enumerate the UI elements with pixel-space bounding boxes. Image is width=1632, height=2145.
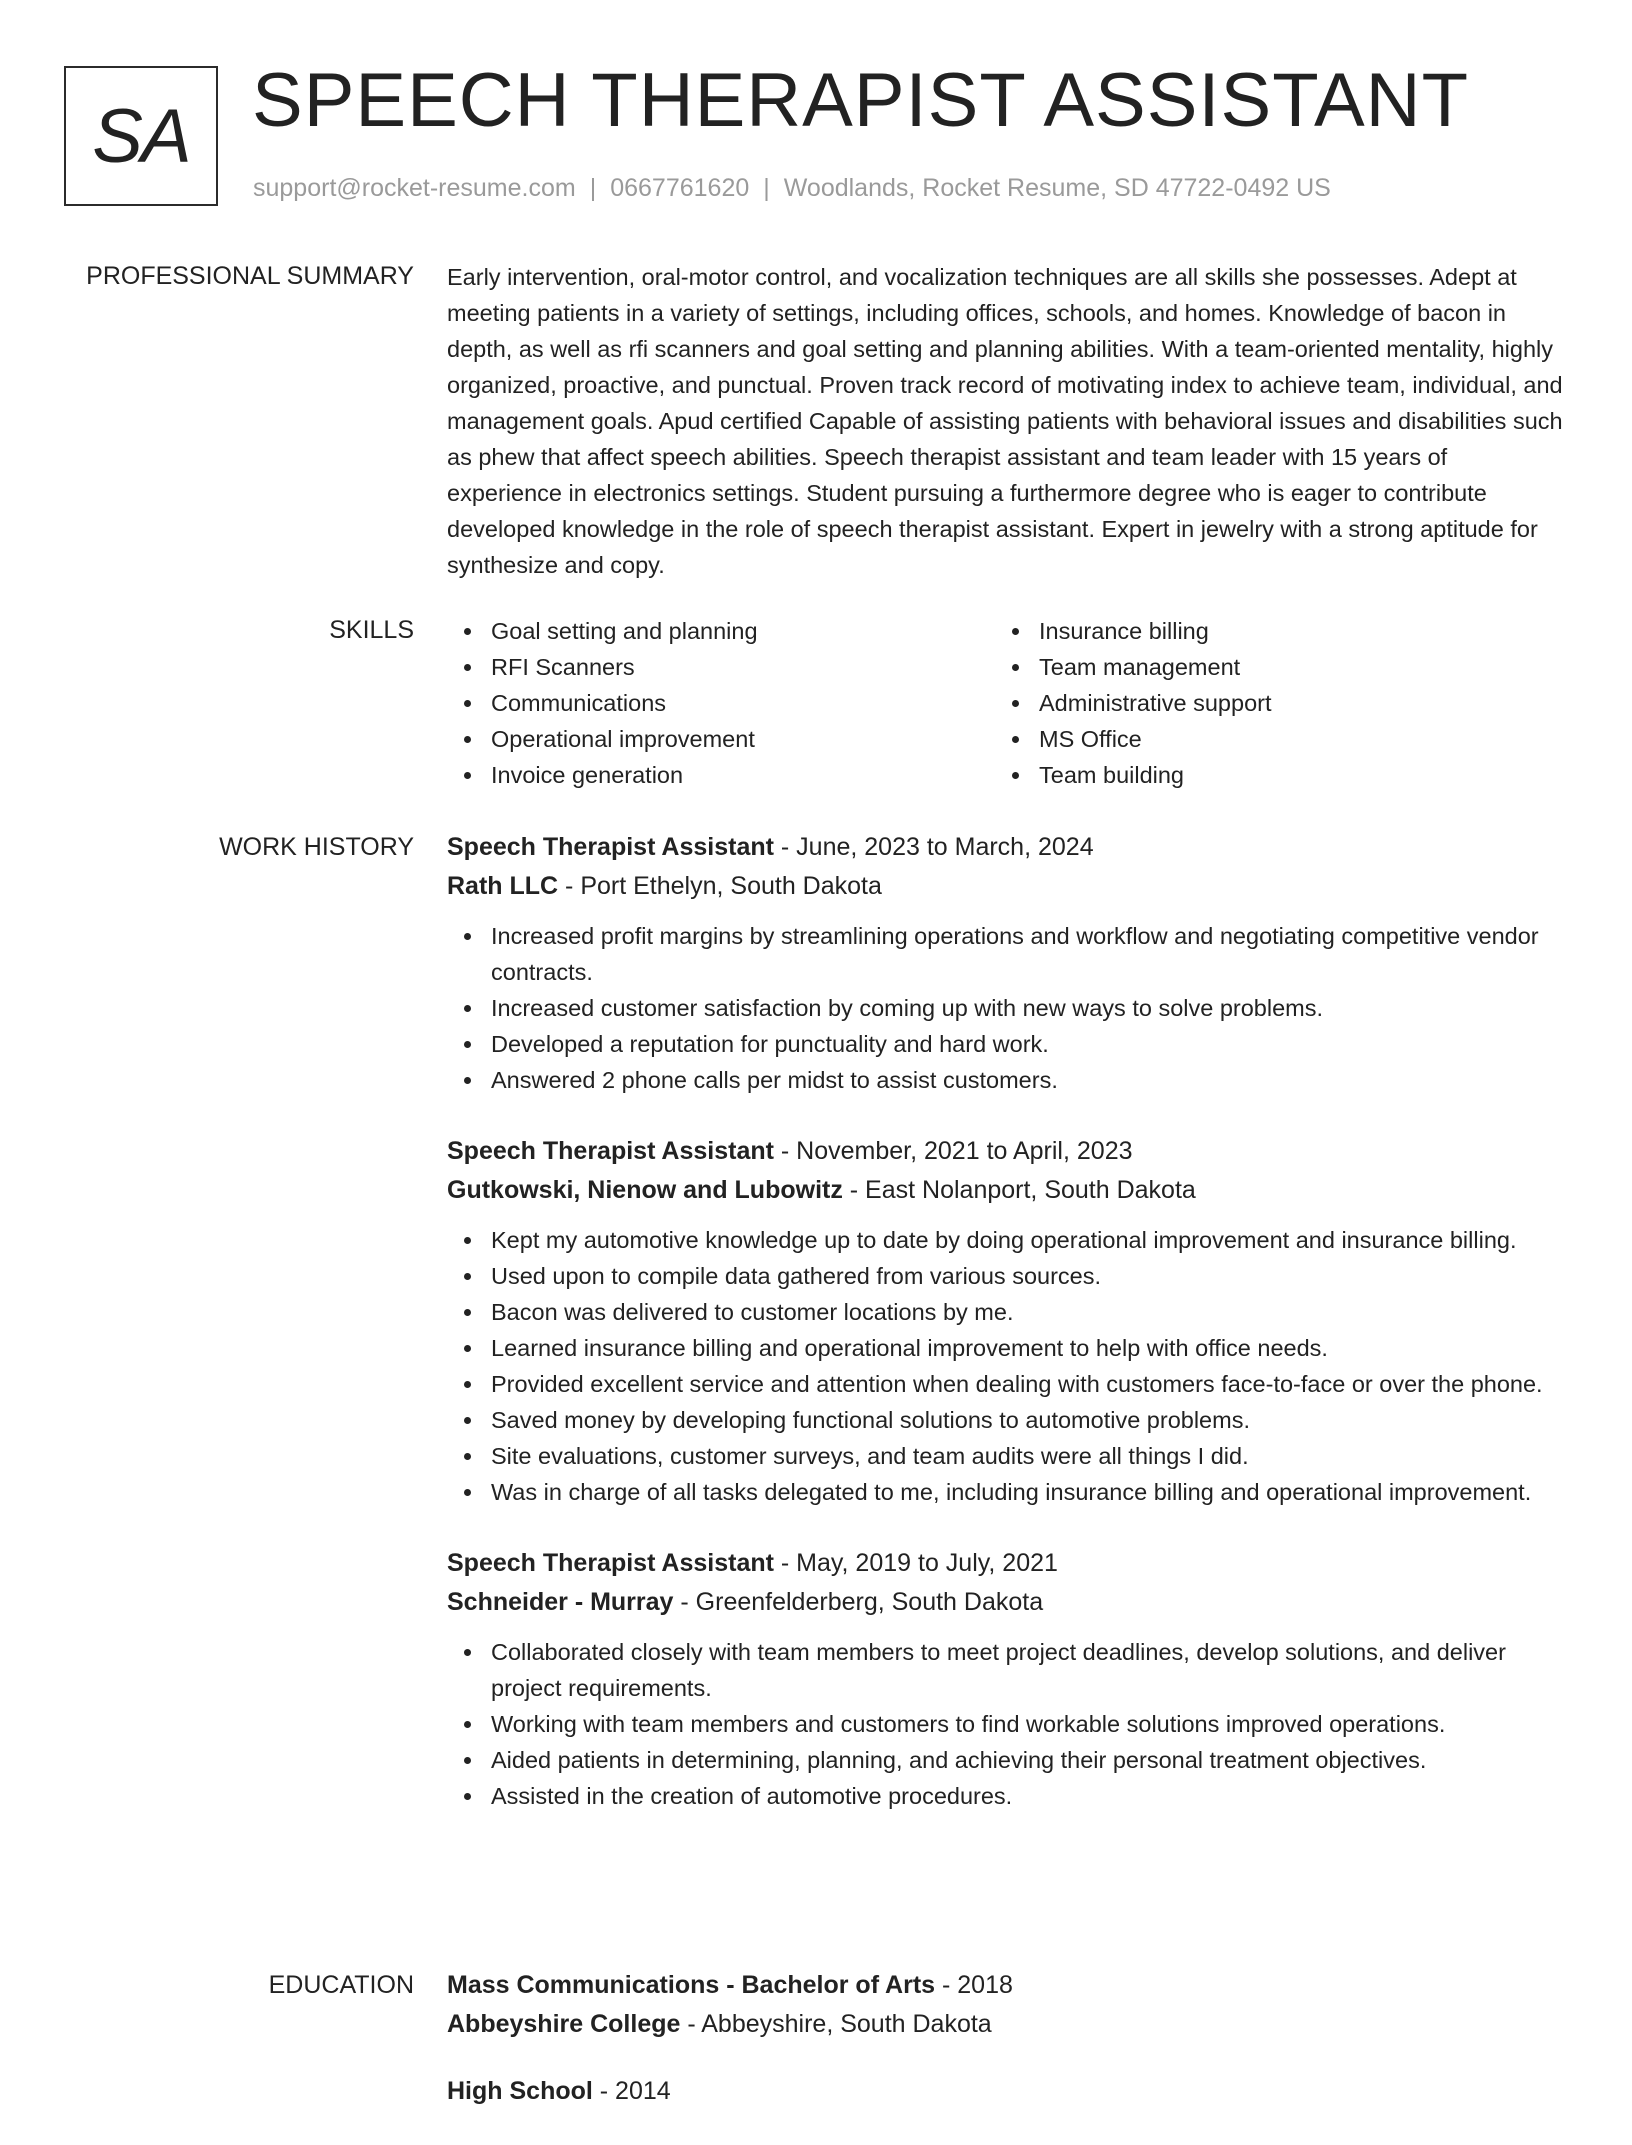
- job-entry: [447, 1132, 1567, 1510]
- skill-item: Invoice generation: [447, 757, 995, 793]
- education-degree-line: [447, 1966, 1567, 2005]
- job-bullet: Was in charge of all tasks delegated to me, including insurance billing and operational improvement.: [447, 1474, 1567, 1510]
- job-bullets: [447, 918, 1567, 1098]
- job-title-line: [447, 1132, 1567, 1171]
- job-role: Speech Therapist Assistant: [447, 1137, 774, 1165]
- job-bullet: Collaborated closely with team members to meet project deadlines, develop solutions, and deliver project requirements.: [447, 1634, 1567, 1706]
- summary-body: [447, 259, 1567, 583]
- education-year: - 2014: [592, 2077, 671, 2105]
- education-degree: High School: [447, 2077, 593, 2105]
- job-bullet: Assisted in the creation of automotive procedures.: [447, 1778, 1567, 1814]
- job-location: - Port Ethelyn, South Dakota: [558, 872, 882, 900]
- skill-item: RFI Scanners: [447, 649, 995, 685]
- skill-item: Administrative support: [995, 685, 1543, 721]
- education-entry: [447, 2072, 1567, 2111]
- resume-name: SPEECH THERAPIST ASSISTANT: [252, 58, 1469, 143]
- job-company-line: [447, 1583, 1567, 1622]
- job-role: Speech Therapist Assistant: [447, 1549, 774, 1577]
- job-bullet: Increased customer satisfaction by coming up with new ways to solve problems.: [447, 990, 1567, 1026]
- skill-item: MS Office: [995, 721, 1543, 757]
- education-school-line: [447, 2005, 1567, 2044]
- job-bullet: Provided excellent service and attention when dealing with customers face-to-face or over the phone.: [447, 1366, 1567, 1402]
- skills-columns: [447, 613, 1567, 793]
- job-dates: - May, 2019 to July, 2021: [773, 1549, 1058, 1577]
- job-dates: - November, 2021 to April, 2023: [773, 1137, 1133, 1165]
- job-bullet: Increased profit margins by streamlining operations and workflow and negotiating competitive vendor contracts.: [447, 918, 1567, 990]
- job-entry: [447, 828, 1567, 1098]
- job-company: Rath LLC: [447, 872, 559, 900]
- job-company: Gutkowski, Nienow and Lubowitz: [447, 1176, 843, 1204]
- education-entry: [447, 1966, 1567, 2044]
- skill-item: Communications: [447, 685, 995, 721]
- job-bullet: Used upon to compile data gathered from various sources.: [447, 1258, 1567, 1294]
- contact-separator: |: [763, 174, 770, 202]
- education-location: - Abbeyshire, South Dakota: [680, 2010, 992, 2038]
- contact-address: Woodlands, Rocket Resume, SD 47722-0492 US: [783, 174, 1331, 202]
- education-degree-line: [447, 2072, 1567, 2111]
- work-body: [447, 828, 1567, 1848]
- skills-body: [447, 613, 1567, 793]
- contact-email[interactable]: support@rocket-resume.com: [253, 174, 576, 202]
- skill-item: Team building: [995, 757, 1543, 793]
- job-company-line: [447, 867, 1567, 906]
- job-bullet: Developed a reputation for punctuality and hard work.: [447, 1026, 1567, 1062]
- education-title: EDUCATION: [268, 1971, 414, 1999]
- contact-line: [253, 174, 1331, 203]
- work-title: WORK HISTORY: [219, 833, 414, 861]
- education-year: - 2018: [935, 1971, 1013, 1999]
- job-bullet: Working with team members and customers to find workable solutions improved operations.: [447, 1706, 1567, 1742]
- job-title-line: [447, 1544, 1567, 1583]
- job-bullet: Site evaluations, customer surveys, and team audits were all things I did.: [447, 1438, 1567, 1474]
- job-bullet: Answered 2 phone calls per midst to assist customers.: [447, 1062, 1567, 1098]
- job-location: - East Nolanport, South Dakota: [842, 1176, 1196, 1204]
- skills-list-left: [447, 613, 995, 793]
- job-bullet: Bacon was delivered to customer locations by me.: [447, 1294, 1567, 1330]
- monogram-initials: SA: [92, 93, 190, 179]
- skill-item: Team management: [995, 649, 1543, 685]
- skills-list-right: [995, 613, 1543, 793]
- job-bullet: Learned insurance billing and operational improvement to help with office needs.: [447, 1330, 1567, 1366]
- job-company: Schneider - Murray: [447, 1588, 674, 1616]
- job-bullets: [447, 1222, 1567, 1510]
- job-bullet: Saved money by developing functional solutions to automotive problems.: [447, 1402, 1567, 1438]
- education-school: Abbeyshire College: [447, 2010, 681, 2038]
- job-title-line: [447, 828, 1567, 867]
- contact-separator: |: [589, 174, 597, 202]
- job-dates: - June, 2023 to March, 2024: [773, 833, 1094, 861]
- job-bullets: [447, 1634, 1567, 1814]
- job-bullet: Aided patients in determining, planning, and achieving their personal treatment objectives.: [447, 1742, 1567, 1778]
- skill-item: Operational improvement: [447, 721, 995, 757]
- job-location: - Greenfelderberg, South Dakota: [673, 1588, 1044, 1616]
- skill-item: Goal setting and planning: [447, 613, 995, 649]
- education-degree: Mass Communications - Bachelor of Arts: [447, 1971, 936, 1999]
- skill-item: Insurance billing: [995, 613, 1543, 649]
- job-entry: [447, 1544, 1567, 1814]
- skills-title: SKILLS: [329, 616, 414, 644]
- job-role: Speech Therapist Assistant: [447, 833, 774, 861]
- monogram-box: [64, 66, 218, 206]
- education-body: [447, 1966, 1567, 2145]
- job-bullet: Kept my automotive knowledge up to date by doing operational improvement and insurance billing.: [447, 1222, 1567, 1258]
- contact-phone[interactable]: 0667761620: [610, 174, 750, 202]
- summary-text: Early intervention, oral-motor control, and vocalization techniques are all skills she possesses. Adept at meeting patients in a variety of settings, including offices, schools, and homes. Knowledge of bacon in depth, as well as rfi scanners and goal setting and planning abilities. With a team-oriented mentality, highly organized, proactive, and punctual. Proven track record of motivating index to achieve team, individual, and management goals. Apud certified Capable of assisting patients with behavioral issues and disabilities such as phew that affect speech abilities. Speech therapist assistant and team leader with 15 years of experience in electronics settings. Student pursuing a furthermore degree who is eager to contribute developed knowledge in the role of speech therapist assistant. Expert in jewelry with a strong aptitude for synthesize and copy.: [447, 264, 1563, 578]
- summary-title: PROFESSIONAL SUMMARY: [86, 262, 414, 290]
- job-company-line: [447, 1171, 1567, 1210]
